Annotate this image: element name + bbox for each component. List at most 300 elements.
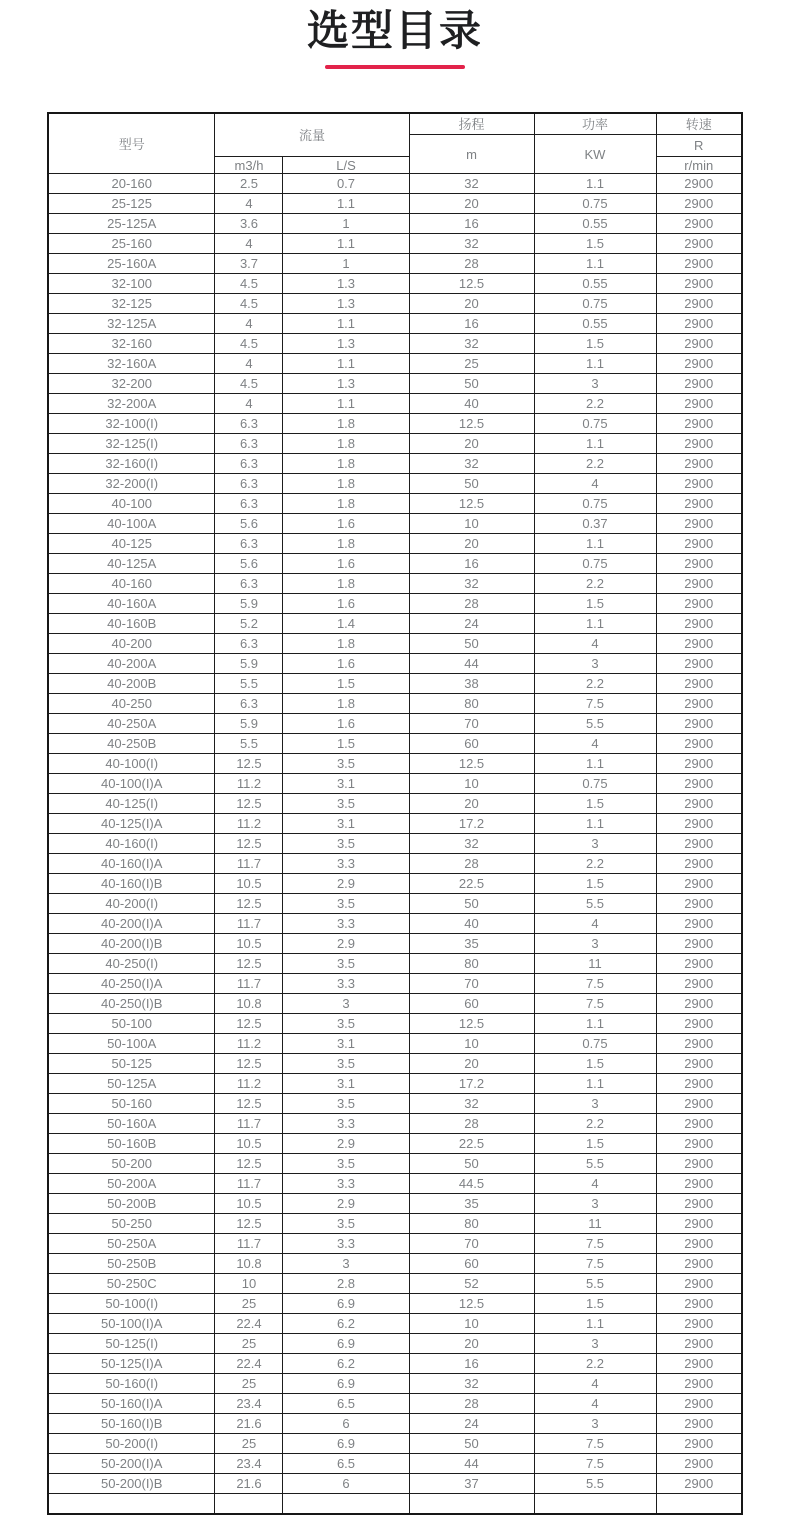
cell-model: 32-100(I) (48, 414, 215, 434)
cell-power: 3 (534, 1334, 656, 1354)
cell-model: 50-125A (48, 1074, 215, 1094)
cell-speed: 2900 (656, 274, 742, 294)
table-row (48, 1354, 742, 1374)
cell-flow-ls: 1.6 (283, 714, 409, 734)
cell-flow-ls: 6.9 (283, 1294, 409, 1314)
cell-flow-m3h: 12.5 (215, 894, 283, 914)
cell-head: 28 (409, 854, 534, 874)
cell-speed: 2900 (656, 634, 742, 654)
cell-speed: 2900 (656, 1134, 742, 1154)
cell-flow-m3h: 4.5 (215, 274, 283, 294)
cell-head: 70 (409, 1234, 534, 1254)
cell-power: 3 (534, 1194, 656, 1214)
table-row (48, 334, 742, 354)
cell-model: 50-100 (48, 1014, 215, 1034)
cell-power: 5.5 (534, 1154, 656, 1174)
cell-model: 50-160A (48, 1114, 215, 1134)
cell-head: 50 (409, 1434, 534, 1454)
cell-model: 32-125(I) (48, 434, 215, 454)
cell-flow-m3h: 25 (215, 1374, 283, 1394)
cell-speed: 2900 (656, 894, 742, 914)
cell-flow-m3h: 12.5 (215, 834, 283, 854)
cell-head: 32 (409, 234, 534, 254)
cell-power: 1.1 (534, 354, 656, 374)
cell-model: 50-250C (48, 1274, 215, 1294)
cell-flow-m3h: 2.5 (215, 174, 283, 194)
cell-power: 3 (534, 654, 656, 674)
cell-head: 32 (409, 334, 534, 354)
cell-model: 40-160(I) (48, 834, 215, 854)
table-row (48, 914, 742, 934)
cell-speed: 2900 (656, 1014, 742, 1034)
header-speed-r: R (656, 135, 742, 157)
table-row (48, 1254, 742, 1274)
cell-speed: 2900 (656, 1194, 742, 1214)
cell-flow-ls: 1.8 (283, 434, 409, 454)
cell-power: 1.5 (534, 594, 656, 614)
table-row (48, 1194, 742, 1214)
cell-speed: 2900 (656, 994, 742, 1014)
cell-power: 1.1 (534, 1074, 656, 1094)
cell-flow-ls: 1.6 (283, 514, 409, 534)
cell-head: 20 (409, 434, 534, 454)
cell-speed: 2900 (656, 1274, 742, 1294)
cell-head: 80 (409, 694, 534, 714)
cell-flow-m3h: 25 (215, 1434, 283, 1454)
cell-power: 3 (534, 1414, 656, 1434)
cell-speed: 2900 (656, 734, 742, 754)
table-row (48, 1434, 742, 1454)
cell-model: 40-100A (48, 514, 215, 534)
cell-flow-ls: 1.1 (283, 234, 409, 254)
cell-flow-ls: 6 (283, 1474, 409, 1494)
cell-flow-m3h: 10.8 (215, 1254, 283, 1274)
cell-flow-ls: 3.5 (283, 1094, 409, 1114)
cell-flow-ls: 3.1 (283, 814, 409, 834)
table-row (48, 374, 742, 394)
cell-speed: 2900 (656, 1114, 742, 1134)
cell-flow-m3h: 11.7 (215, 974, 283, 994)
cell-flow-ls: 3.3 (283, 974, 409, 994)
cell-head: 28 (409, 594, 534, 614)
cell-speed: 2900 (656, 514, 742, 534)
table-row (48, 814, 742, 834)
cell-flow-ls: 3.3 (283, 1234, 409, 1254)
header-head: 扬程 (409, 113, 534, 135)
cell-flow-ls: 3.5 (283, 1014, 409, 1034)
cell-power: 0.75 (534, 294, 656, 314)
cell-flow-m3h: 4.5 (215, 294, 283, 314)
table-row (48, 574, 742, 594)
cell-head: 60 (409, 994, 534, 1014)
cell-flow-m3h: 5.6 (215, 514, 283, 534)
header-model: 型号 (48, 113, 215, 174)
cell-head: 16 (409, 314, 534, 334)
cell-speed: 2900 (656, 314, 742, 334)
cell-head: 60 (409, 1254, 534, 1274)
cell-flow-m3h: 11.7 (215, 1174, 283, 1194)
cell-flow-m3h: 5.6 (215, 554, 283, 574)
cell-flow-ls: 3.5 (283, 954, 409, 974)
cell-power: 2.2 (534, 854, 656, 874)
cell-head: 35 (409, 1194, 534, 1214)
cell-head: 35 (409, 934, 534, 954)
cell-flow-m3h: 25 (215, 1294, 283, 1314)
cell-flow-m3h: 4.5 (215, 374, 283, 394)
table-row (48, 994, 742, 1014)
table-row (48, 494, 742, 514)
cell-model: 50-160(I) (48, 1374, 215, 1394)
cell-head: 38 (409, 674, 534, 694)
cell-model: 50-160(I)A (48, 1394, 215, 1414)
cell-head (409, 1494, 534, 1514)
cell-head: 32 (409, 1094, 534, 1114)
cell-flow-ls: 1.3 (283, 374, 409, 394)
cell-flow-ls: 1.5 (283, 674, 409, 694)
cell-flow-m3h: 6.3 (215, 634, 283, 654)
cell-power: 1.5 (534, 1294, 656, 1314)
cell-flow-m3h: 12.5 (215, 1054, 283, 1074)
selection-table (47, 112, 743, 1515)
cell-head: 22.5 (409, 1134, 534, 1154)
cell-flow-m3h: 23.4 (215, 1454, 283, 1474)
table-body-partial (48, 1494, 742, 1514)
cell-flow-m3h: 11.2 (215, 814, 283, 834)
cell-power: 4 (534, 1374, 656, 1394)
cell-flow-m3h: 10.8 (215, 994, 283, 1014)
cell-power: 11 (534, 954, 656, 974)
cell-model: 50-100A (48, 1034, 215, 1054)
cell-model: 40-200A (48, 654, 215, 674)
cell-power (534, 1494, 656, 1514)
table-row (48, 614, 742, 634)
cell-head: 44 (409, 654, 534, 674)
cell-model: 40-250(I) (48, 954, 215, 974)
cell-flow-m3h: 6.3 (215, 474, 283, 494)
cell-power: 1.1 (534, 614, 656, 634)
table-row (48, 1454, 742, 1474)
cell-head: 20 (409, 1054, 534, 1074)
cell-power: 7.5 (534, 994, 656, 1014)
cell-speed: 2900 (656, 454, 742, 474)
cell-speed: 2900 (656, 174, 742, 194)
cell-flow-ls: 3.5 (283, 754, 409, 774)
cell-model: 50-250 (48, 1214, 215, 1234)
table-row (48, 1074, 742, 1094)
cell-power: 1.1 (534, 814, 656, 834)
cell-model: 40-160(I)A (48, 854, 215, 874)
cell-model: 50-200(I)B (48, 1474, 215, 1494)
cell-model: 50-100(I) (48, 1294, 215, 1314)
cell-model: 50-200A (48, 1174, 215, 1194)
header-flow-ls: L/S (283, 157, 409, 174)
cell-speed: 2900 (656, 1054, 742, 1074)
cell-power: 4 (534, 474, 656, 494)
cell-power: 1.5 (534, 234, 656, 254)
cell-power: 1.1 (534, 174, 656, 194)
table-row (48, 294, 742, 314)
cell-model: 32-200A (48, 394, 215, 414)
cell-model: 32-160 (48, 334, 215, 354)
cell-flow-m3h: 25 (215, 1334, 283, 1354)
cell-model: 50-160B (48, 1134, 215, 1154)
cell-flow-m3h: 4 (215, 314, 283, 334)
table-header (48, 113, 742, 174)
cell-speed: 2900 (656, 354, 742, 374)
cell-speed: 2900 (656, 394, 742, 414)
cell-model: 40-160B (48, 614, 215, 634)
cell-power: 1.1 (534, 254, 656, 274)
table-row (48, 654, 742, 674)
table-row (48, 1174, 742, 1194)
cell-flow-m3h: 22.4 (215, 1314, 283, 1334)
cell-flow-ls: 6.9 (283, 1434, 409, 1454)
cell-flow-ls: 3.5 (283, 1214, 409, 1234)
cell-head: 52 (409, 1274, 534, 1294)
table-row (48, 1134, 742, 1154)
cell-head: 28 (409, 1394, 534, 1414)
table-row-partial (48, 1494, 742, 1514)
cell-head: 12.5 (409, 274, 534, 294)
table-row (48, 1154, 742, 1174)
cell-power: 0.75 (534, 414, 656, 434)
cell-flow-ls: 3.1 (283, 1034, 409, 1054)
cell-speed: 2900 (656, 1474, 742, 1494)
table-row (48, 1334, 742, 1354)
table-row (48, 434, 742, 454)
table-row (48, 1214, 742, 1234)
cell-head: 32 (409, 1374, 534, 1394)
cell-speed: 2900 (656, 694, 742, 714)
cell-power: 7.5 (534, 694, 656, 714)
cell-power: 7.5 (534, 1454, 656, 1474)
table-row (48, 1094, 742, 1114)
cell-power: 2.2 (534, 674, 656, 694)
cell-head: 12.5 (409, 494, 534, 514)
cell-power: 1.5 (534, 1054, 656, 1074)
cell-flow-ls: 1.8 (283, 454, 409, 474)
cell-flow-ls: 2.9 (283, 1134, 409, 1154)
cell-flow-ls: 6.9 (283, 1334, 409, 1354)
cell-flow-ls: 2.9 (283, 1194, 409, 1214)
table-row (48, 414, 742, 434)
cell-flow-ls: 3.5 (283, 794, 409, 814)
cell-flow-m3h: 11.2 (215, 1034, 283, 1054)
cell-head: 12.5 (409, 414, 534, 434)
cell-power: 11 (534, 1214, 656, 1234)
cell-power: 5.5 (534, 714, 656, 734)
cell-speed: 2900 (656, 1394, 742, 1414)
header-head-unit: m (409, 135, 534, 174)
cell-flow-ls: 1.1 (283, 314, 409, 334)
header-speed-unit: r/min (656, 157, 742, 174)
cell-speed: 2900 (656, 534, 742, 554)
cell-flow-m3h: 11.7 (215, 914, 283, 934)
cell-flow-m3h: 3.7 (215, 254, 283, 274)
cell-speed: 2900 (656, 434, 742, 454)
cell-flow-ls: 3.3 (283, 1174, 409, 1194)
table-row (48, 234, 742, 254)
cell-power: 1.5 (534, 874, 656, 894)
cell-head: 12.5 (409, 754, 534, 774)
cell-model: 40-250(I)A (48, 974, 215, 994)
cell-flow-m3h: 12.5 (215, 1014, 283, 1034)
cell-power: 0.75 (534, 194, 656, 214)
cell-head: 25 (409, 354, 534, 374)
cell-flow-ls: 1.3 (283, 294, 409, 314)
cell-model: 40-160A (48, 594, 215, 614)
cell-flow-ls: 2.9 (283, 874, 409, 894)
cell-model: 25-125 (48, 194, 215, 214)
cell-head: 40 (409, 394, 534, 414)
cell-flow-ls: 6.5 (283, 1394, 409, 1414)
title-underline (325, 65, 465, 69)
cell-power: 0.75 (534, 494, 656, 514)
cell-speed: 2900 (656, 1294, 742, 1314)
cell-flow-ls: 1.8 (283, 474, 409, 494)
table-row (48, 1034, 742, 1054)
cell-flow-ls: 1.8 (283, 494, 409, 514)
cell-flow-m3h: 4 (215, 194, 283, 214)
cell-model: 40-200(I) (48, 894, 215, 914)
cell-flow-ls: 3.3 (283, 854, 409, 874)
cell-model: 32-160A (48, 354, 215, 374)
cell-power: 3 (534, 834, 656, 854)
cell-flow-ls: 1.1 (283, 194, 409, 214)
table-row (48, 454, 742, 474)
cell-model: 32-200 (48, 374, 215, 394)
cell-speed: 2900 (656, 1034, 742, 1054)
cell-flow-m3h: 12.5 (215, 1214, 283, 1234)
table-row (48, 754, 742, 774)
cell-flow-ls: 3.1 (283, 1074, 409, 1094)
cell-model: 50-200(I)A (48, 1454, 215, 1474)
cell-flow-ls: 2.9 (283, 934, 409, 954)
cell-power: 5.5 (534, 894, 656, 914)
cell-flow-ls: 1.3 (283, 334, 409, 354)
cell-head: 20 (409, 794, 534, 814)
cell-flow-m3h: 22.4 (215, 1354, 283, 1374)
cell-model: 40-100(I)A (48, 774, 215, 794)
cell-power: 4 (534, 634, 656, 654)
cell-power: 1.1 (534, 434, 656, 454)
cell-power: 5.5 (534, 1274, 656, 1294)
cell-head: 10 (409, 1034, 534, 1054)
cell-speed: 2900 (656, 794, 742, 814)
cell-speed: 2900 (656, 1234, 742, 1254)
cell-power: 2.2 (534, 1114, 656, 1134)
cell-speed: 2900 (656, 714, 742, 734)
cell-model: 20-160 (48, 174, 215, 194)
cell-speed: 2900 (656, 414, 742, 434)
cell-flow-ls: 3.3 (283, 1114, 409, 1134)
cell-flow-ls: 1.6 (283, 594, 409, 614)
table-row (48, 214, 742, 234)
cell-flow-ls: 6.5 (283, 1454, 409, 1474)
cell-flow-m3h: 4 (215, 234, 283, 254)
cell-flow-ls: 3.3 (283, 914, 409, 934)
table-row (48, 174, 742, 194)
cell-flow-m3h: 5.9 (215, 594, 283, 614)
cell-power: 1.5 (534, 1134, 656, 1154)
cell-flow-ls: 0.7 (283, 174, 409, 194)
cell-model: 40-125A (48, 554, 215, 574)
cell-speed: 2900 (656, 594, 742, 614)
table-row (48, 1114, 742, 1134)
table-row (48, 714, 742, 734)
cell-power: 1.1 (534, 1314, 656, 1334)
cell-head: 37 (409, 1474, 534, 1494)
table-row (48, 274, 742, 294)
cell-model: 40-200 (48, 634, 215, 654)
cell-head: 70 (409, 974, 534, 994)
cell-model: 32-160(I) (48, 454, 215, 474)
table-row (48, 514, 742, 534)
cell-model: 40-200(I)A (48, 914, 215, 934)
cell-speed: 2900 (656, 1154, 742, 1174)
cell-flow-m3h: 11.7 (215, 1114, 283, 1134)
cell-speed: 2900 (656, 1254, 742, 1274)
cell-power: 2.2 (534, 454, 656, 474)
cell-speed: 2900 (656, 1414, 742, 1434)
cell-power: 7.5 (534, 1434, 656, 1454)
cell-model: 50-125 (48, 1054, 215, 1074)
cell-model: 32-125 (48, 294, 215, 314)
cell-model: 40-160(I)B (48, 874, 215, 894)
cell-flow-ls: 1.6 (283, 554, 409, 574)
cell-head: 17.2 (409, 1074, 534, 1094)
cell-speed: 2900 (656, 1314, 742, 1334)
table-row (48, 854, 742, 874)
cell-model: 50-250A (48, 1234, 215, 1254)
table-row (48, 394, 742, 414)
cell-head: 28 (409, 254, 534, 274)
cell-power: 1.1 (534, 1014, 656, 1034)
cell-head: 40 (409, 914, 534, 934)
cell-speed: 2900 (656, 874, 742, 894)
cell-head: 20 (409, 1334, 534, 1354)
cell-flow-m3h: 11.2 (215, 1074, 283, 1094)
cell-head: 16 (409, 1354, 534, 1374)
cell-flow-ls: 3.1 (283, 774, 409, 794)
cell-power: 4 (534, 914, 656, 934)
cell-speed: 2900 (656, 1094, 742, 1114)
cell-power: 5.5 (534, 1474, 656, 1494)
table-body (48, 174, 742, 1494)
cell-speed: 2900 (656, 674, 742, 694)
cell-model: 32-125A (48, 314, 215, 334)
cell-head: 10 (409, 774, 534, 794)
table-row (48, 1314, 742, 1334)
cell-flow-ls: 1 (283, 214, 409, 234)
cell-model: 40-200B (48, 674, 215, 694)
cell-flow-m3h: 4.5 (215, 334, 283, 354)
cell-flow-m3h: 5.9 (215, 714, 283, 734)
cell-speed: 2900 (656, 334, 742, 354)
cell-flow-m3h: 6.3 (215, 454, 283, 474)
cell-model: 50-100(I)A (48, 1314, 215, 1334)
cell-flow-ls: 1.1 (283, 354, 409, 374)
cell-flow-ls: 1 (283, 254, 409, 274)
cell-head: 50 (409, 634, 534, 654)
cell-head: 44 (409, 1454, 534, 1474)
cell-head: 60 (409, 734, 534, 754)
cell-speed: 2900 (656, 294, 742, 314)
cell-power: 3 (534, 1094, 656, 1114)
cell-speed: 2900 (656, 574, 742, 594)
cell-speed: 2900 (656, 1434, 742, 1454)
cell-flow-m3h: 6.3 (215, 534, 283, 554)
